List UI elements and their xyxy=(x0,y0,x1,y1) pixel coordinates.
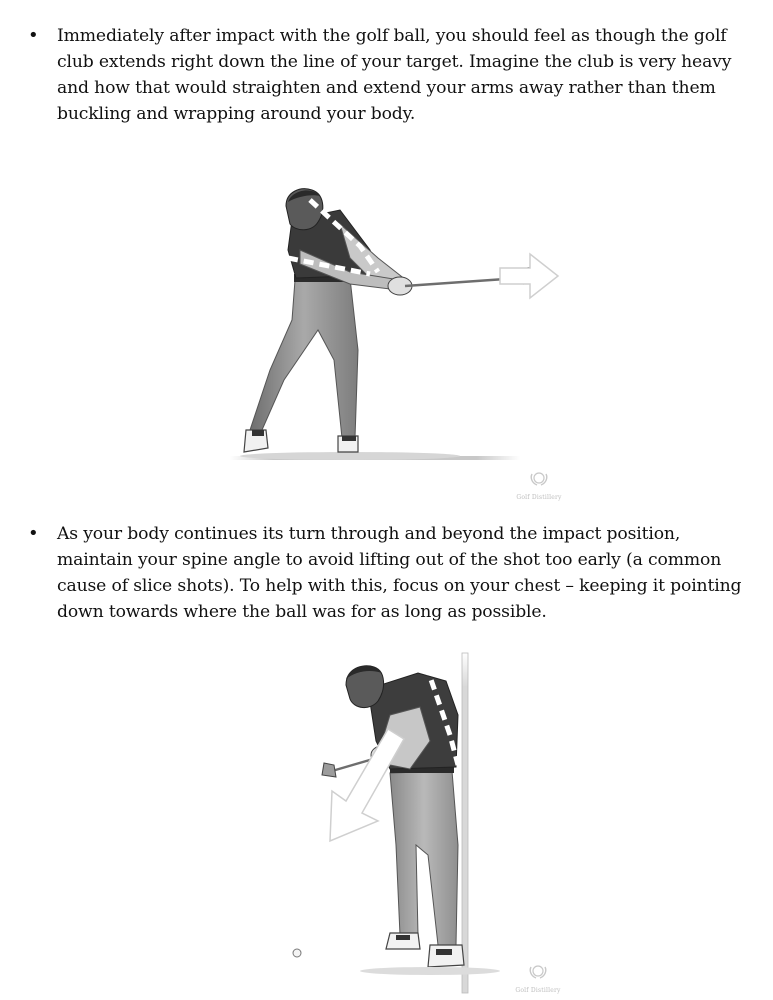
laurel-wreath-icon xyxy=(529,470,549,488)
golf-distillery-watermark xyxy=(498,963,578,994)
bullet-paragraph: Immediately after impact with the golf ball, you should feel as though the golf club extends right down the line of your target. Imagine the club is very heavy and how that would straighten and extend your arms away rather than them buckling and wrapping around your body. xyxy=(57,26,732,124)
ground-shadow xyxy=(360,967,500,975)
golfer-pants xyxy=(250,278,358,438)
golfer-pants xyxy=(390,771,458,945)
bullet-marker: • xyxy=(28,25,39,46)
golf-distillery-watermark xyxy=(499,470,579,501)
watermark-text: Golf Distillery xyxy=(515,987,561,994)
golfer-spine-angle-illustration xyxy=(270,645,580,1000)
golfer-right-shoe xyxy=(428,945,464,967)
bullet-paragraph: As your body continues its turn through and beyond the impact position, maintain your spine angle to avoid lifting out of the shot too early (a common cause of slice shots). To help with this, focus on your chest – keeping it pointing down towards where the ball was for as long as possible. xyxy=(57,524,742,622)
ground-shadow xyxy=(240,452,460,460)
laurel-wreath-icon xyxy=(528,963,548,981)
golfer-extension-illustration xyxy=(200,180,580,510)
golf-ball xyxy=(293,949,301,957)
watermark-text: Golf Distillery xyxy=(516,494,562,501)
bullet-marker: • xyxy=(28,523,39,544)
golf-club-head xyxy=(322,763,336,777)
vertical-reference-line xyxy=(462,653,468,993)
target-direction-arrow xyxy=(500,254,558,298)
